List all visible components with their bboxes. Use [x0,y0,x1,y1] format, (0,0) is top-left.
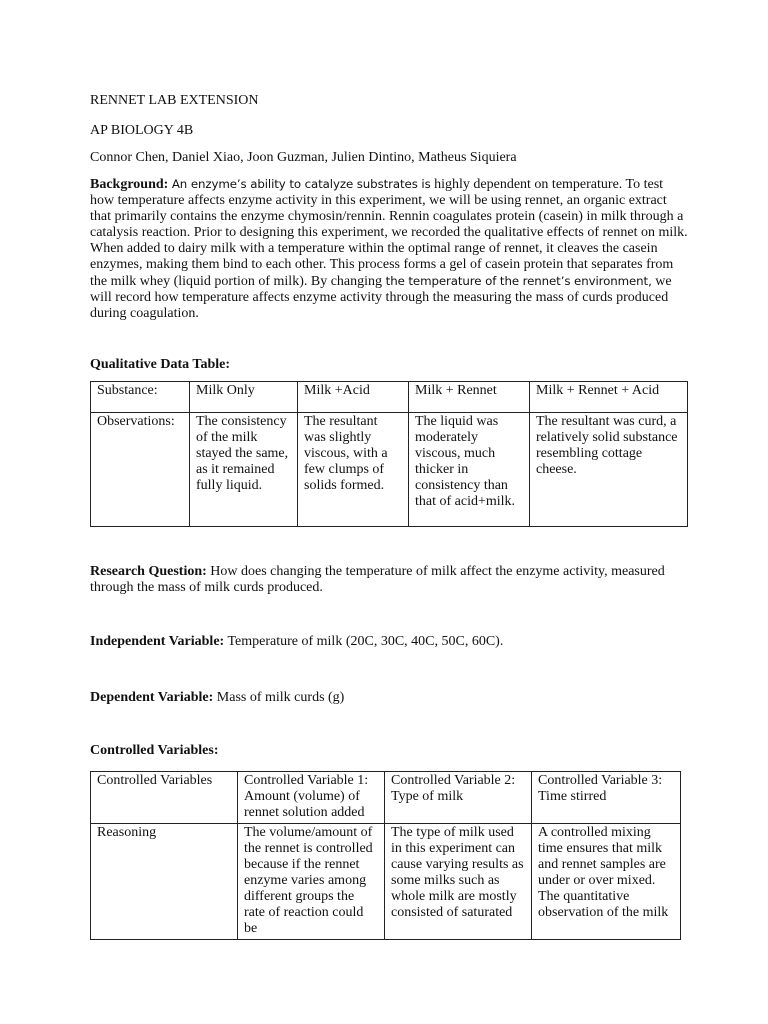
table-header-cell: Milk + Rennet [409,382,530,413]
qualitative-table-heading: Qualitative Data Table: [90,357,231,372]
research-question-text: How does changing the temperature of milk affect the enzyme activity, measured through the mass of milk curds produced. [90,564,665,595]
table-row [91,824,681,940]
background-label: Background: [90,177,169,192]
background-text-end: we will record how temperature affects enzyme activity through the measuring the mass of curds produced during coagulation. [90,274,672,321]
table-row-label: Reasoning [91,824,238,940]
table-header-cell: Controlled Variables [91,772,238,824]
dependent-variable-text: Mass of milk curds (g) [213,690,345,705]
table-cell: A controlled mixing time ensures that milk and rennet samples are under or over mixed. The quantitative observation of the milk [532,824,681,940]
table-header-cell: Milk +Acid [298,382,409,413]
controlled-variables-heading: Controlled Variables: [90,743,219,758]
table-header-cell: Controlled Variable 2: Type of milk [385,772,532,824]
dependent-variable-label: Dependent Variable: [90,690,214,705]
background-paragraph [90,176,690,322]
course-name: AP BIOLOGY 4B [90,123,194,138]
table-header-cell: Milk + Rennet + Acid [530,382,688,413]
table-header-cell: Substance: [91,382,190,413]
table-header-cell: Controlled Variable 3: Time stirred [532,772,681,824]
independent-variable-text: Temperature of milk (20C, 30C, 40C, 50C, 60C). [224,634,504,649]
qualitative-data-table [90,381,688,527]
table-cell: The type of milk used in this experiment can cause varying results as some milks such as whole milk are mostly consisted of saturated [385,824,532,940]
background-text-alt-1: An enzyme’s ability to catalyze substrates is [171,177,431,191]
table-cell: The liquid was moderately viscous, much thicker in consistency than that of acid+milk. [409,413,530,527]
table-header-cell: Milk Only [190,382,298,413]
controlled-variables-table [90,771,681,940]
table-cell: The consistency of the milk stayed the same, as it remained fully liquid. [190,413,298,527]
table-row [91,413,688,527]
table-row-label: Observations: [91,413,190,527]
table-cell: The resultant was curd, a relatively solid substance resembling cottage cheese. [530,413,688,527]
independent-variable [90,634,503,650]
table-header-row [91,382,688,413]
background-text-alt-2: the temperature of the rennet’s environment, [382,274,652,288]
author-list: Connor Chen, Daniel Xiao, Joon Guzman, Julien Dintino, Matheus Siquiera [90,150,517,165]
table-cell: The resultant was slightly viscous, with a few clumps of solids formed. [298,413,409,527]
table-header-cell: Controlled Variable 1: Amount (volume) of rennet solution added [238,772,385,824]
independent-variable-label: Independent Variable: [90,634,225,649]
table-cell: The volume/amount of the rennet is controlled because if the rennet enzyme varies among different groups the rate of reaction could be [238,824,385,940]
research-question [90,564,690,596]
background-text-main: highly dependent on temperature. To test how temperature affects enzyme activity in this experiment, we will be using rennet, an organic extract that primarily contains the enzyme chymosin/rennin. Rennin coagulates protein (casein) in milk through a catalysis reaction. Prior to designing this experiment, we recorded the qualitative effects of rennet on milk. When added to dairy milk with a temperature within the optimal range of rennet, it cleaves the casein enzymes, making them bind to each other. This process forms a gel of casein protein that separates from the milk whey (liquid portion of milk). By changing [90,177,688,289]
document-title: RENNET LAB EXTENSION [90,93,259,108]
research-question-label: Research Question: [90,564,207,579]
table-header-row [91,772,681,824]
dependent-variable [90,690,344,706]
